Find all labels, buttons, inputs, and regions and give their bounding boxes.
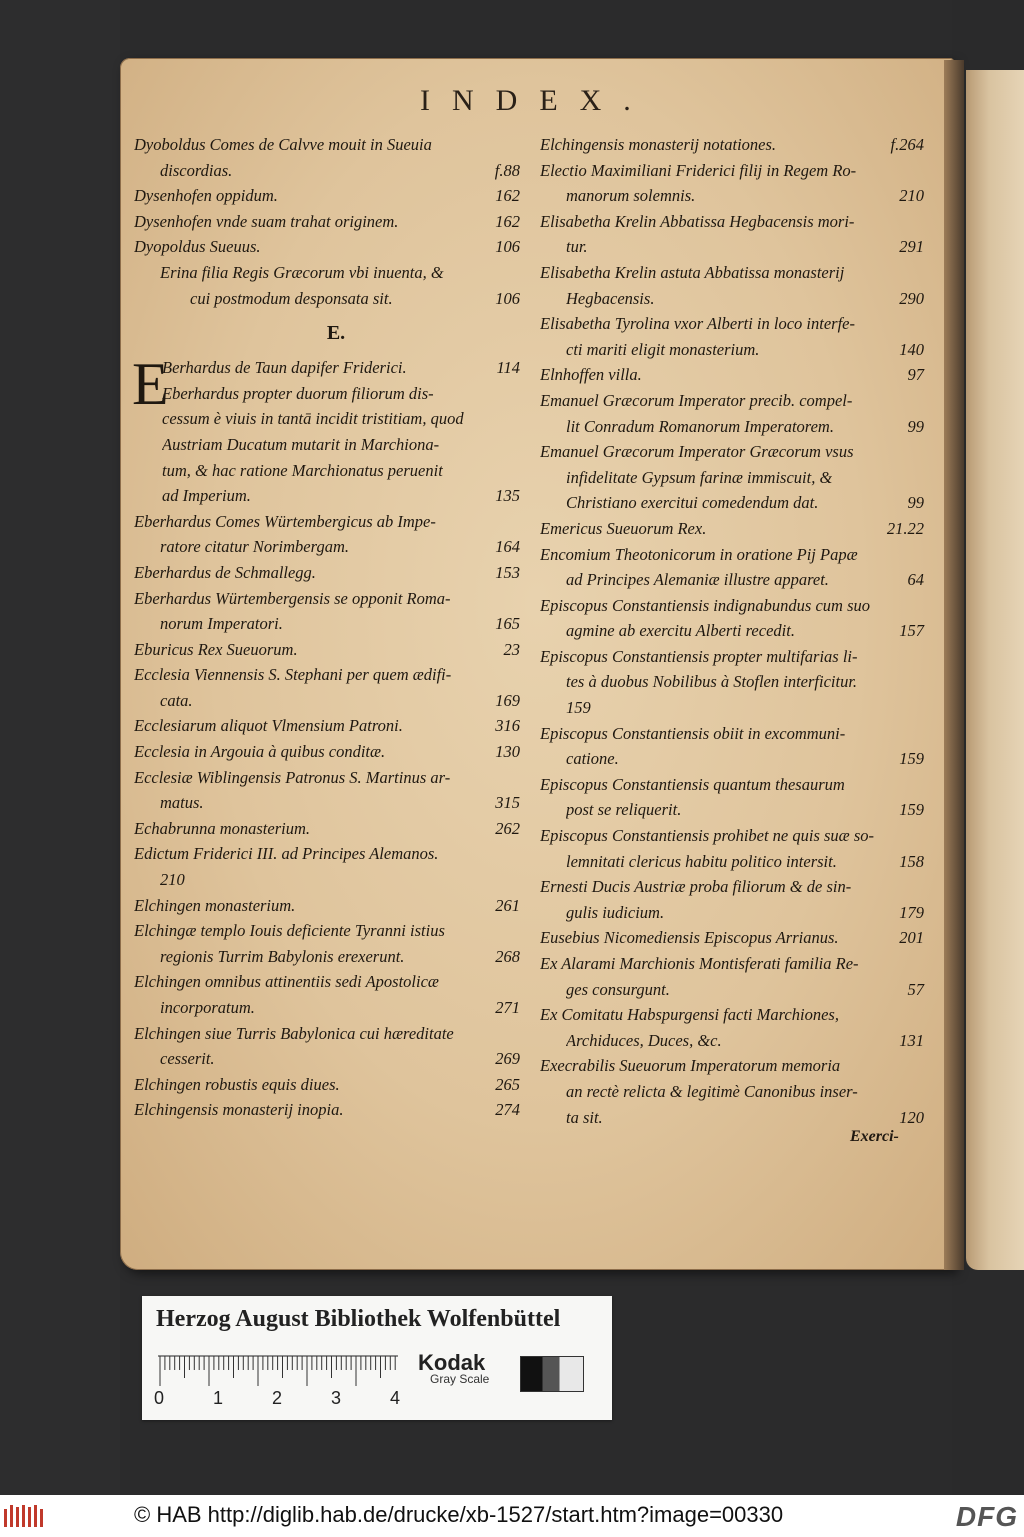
ruler-number: 0 [154,1388,165,1408]
index-entry [134,183,520,209]
entry-text: tes à duobus Nobilibus à Stoflen interficitur. [566,672,858,692]
entry-text: Berhardus de Taun dapifer Friderici. [162,358,407,378]
index-entry [540,362,924,388]
index-entry [540,132,924,158]
entry-text: Eburicus Rex Sueuorum. [134,639,298,659]
ruler-number: 4 [390,1388,401,1408]
page-reference: 261 [495,895,520,915]
entry-text: cti mariti eligit monasterium. [566,339,760,359]
entry-text: lemnitati clericus habitu politico intersit. [566,851,837,871]
index-column-left [134,132,520,1123]
page-reference: 162 [495,186,520,206]
gray-scale-label: Gray Scale [430,1372,490,1386]
entry-text: Dyopoldus Sueuus. [134,237,261,257]
page-reference: 201 [899,928,924,948]
entry-text: Elnhoffen villa. [540,365,642,385]
index-entry [134,816,520,842]
page-reference: 169 [495,690,520,710]
page-reference: 290 [899,288,924,308]
color-calibration-card [142,1296,612,1420]
page-reference: 159 [899,800,924,820]
index-entry [540,439,924,516]
index-entry [540,951,924,1002]
index-entry [134,893,520,919]
page-reference: 106 [495,288,520,308]
index-entry [134,355,520,381]
entry-text: an rectè relicta & legitimè Canonibus inser- [566,1081,858,1101]
index-entry [134,739,520,765]
entry-text: Archiduces, Duces, &c. [566,1030,722,1050]
page-reference: 274 [495,1100,520,1120]
index-heading: INDEX. [420,84,653,117]
index-entry [134,918,520,969]
page-reference: 140 [899,339,924,359]
entry-text: tur. [566,237,588,257]
index-entry [540,721,924,772]
entry-text: infidelitate Gypsum farinæ immiscuit, & [566,467,833,487]
index-entry [134,209,520,235]
page-reference: 268 [495,946,520,966]
page-reference: 64 [907,570,924,590]
entry-text: matus. [160,793,204,813]
page-reference: 21.22 [886,518,924,538]
entry-text: Dysenhofen vnde suam trahat originem. [134,211,399,231]
entry-text: Ex Alarami Marchionis Montisferati familia Re- [540,954,859,973]
entry-text: Elchingensis monasterij notationes. [540,135,777,154]
entry-text: Elchingen siue Turris Babylonica cui hæreditate [134,1023,454,1043]
page-reference: 106 [495,237,520,257]
index-entry [134,841,520,892]
entry-text: cui postmodum desponsata sit. [190,288,393,308]
page-reference: 210 [899,186,924,206]
index-entry [134,765,520,816]
entry-text: Elisabetha Tyrolina vxor Alberti in loco interfe- [540,314,855,334]
entry-text: Eusebius Nicomediensis Episcopus Arrianus. [540,928,839,948]
entry-text: ad Imperium. [162,486,251,506]
page-reference: 315 [495,793,520,813]
entry-text: Echabrunna monasterium. [134,818,310,838]
entry-text: Emanuel Græcorum Imperator precib. compel- [540,390,853,410]
index-entry [134,381,520,509]
entry-text: cata. [160,690,193,710]
index-entry [134,234,520,260]
entry-text: Execrabilis Sueuorum Imperatorum memoria [540,1056,841,1076]
entry-text: Ecclesiarum aliquot Vlmensium Patroni. [134,716,403,736]
index-entry [540,388,924,439]
page-reference: 262 [495,818,520,838]
entry-text: manorum solemnis. [566,186,696,206]
index-entry [540,1002,924,1053]
entry-text: Elchingen omnibus attinentiis sedi Apostolicæ [134,972,439,992]
entry-text: agmine ab exercitu Alberti recedit. [566,621,795,641]
entry-text: ratore citatur Norimbergam. [160,537,349,557]
entry-text: Elisabetha Krelin astuta Abbatissa monasterij [540,262,845,282]
page-gutter [944,60,964,1270]
page-reference: 114 [496,358,520,378]
hab-logo-icon [2,1503,48,1529]
entry-text: discordias. [160,160,233,180]
entry-text: incorporatum. [160,998,255,1017]
entry-text: Elisabetha Krelin Abbatissa Hegbacensis mori- [540,211,855,231]
catchword: Exerci- [850,1128,899,1145]
entry-text: post se reliquerit. [566,800,682,820]
page-reference: 164 [495,537,520,557]
library-name: Herzog August Bibliothek Wolfenbüttel [156,1306,561,1332]
entry-text: Episcopus Constantiensis propter multifarias li- [540,646,858,666]
page-reference: 265 [495,1074,520,1094]
page-reference: 130 [495,742,520,762]
entry-text: Episcopus Constantiensis prohibet ne quis suæ so- [540,826,874,846]
index-entry [134,969,520,1020]
ruler-number: 2 [272,1388,283,1408]
index-entry [540,516,924,542]
entry-text: Elchingen monasterium. [134,895,296,915]
entry-text: Ecclesia Viennensis S. Stephani per quem ædifi- [134,665,452,685]
ruler-number: 3 [331,1388,342,1408]
index-entry [540,542,924,593]
index-entry [540,925,924,951]
entry-text: Elchingensis monasterij inopia. [134,1100,344,1120]
scan-background-left [0,0,120,1495]
index-entry [134,260,520,311]
adjacent-page-edge [966,70,1024,1270]
index-entry [134,132,520,183]
drop-cap-letter: E [132,351,169,418]
entry-text: catione. [566,749,619,769]
kodak-logo: Kodak [418,1350,486,1375]
index-entry [540,593,924,644]
index-entry [540,158,924,209]
entry-text: Episcopus Constantiensis quantum thesaurum [540,774,845,794]
gray-scale-patch [520,1356,584,1392]
page-reference: 271 [495,998,520,1017]
entry-text: Dyoboldus Comes de Calvve mouit in Sueuia [134,135,432,154]
index-entry [134,662,520,713]
page-reference: 157 [899,621,924,641]
page-reference: 135 [495,486,520,506]
entry-text: lit Conradum Romanorum Imperatorem. [566,416,834,436]
index-entry [540,209,924,260]
entry-text: gulis iudicium. [566,902,665,922]
index-entry [134,586,520,637]
page-reference: 159 [899,749,924,769]
entry-text: Eberhardus Würtembergensis se opponit Roma- [134,588,451,608]
entry-text: Ecclesiæ Wiblingensis Patronus S. Martinus ar- [134,767,451,787]
source-url: © HAB http://diglib.hab.de/drucke/xb-1527/start.htm?image=00330 [134,1502,784,1527]
ruler-number: 1 [213,1388,224,1408]
index-entry [134,560,520,586]
entry-text: Austriam Ducatum mutarit in Marchiona- [162,434,440,454]
entry-text: Eberhardus Comes Würtembergicus ab Impe- [134,511,436,531]
section-letter: E. [326,322,346,345]
entry-text: norum Imperatori. [160,614,283,634]
entry-text: Erina filia Regis Græcorum vbi inuenta, & [160,262,444,282]
entry-text: 159 [566,698,591,718]
index-entry [540,823,924,874]
page-reference: f.264 [890,135,924,154]
entry-text: Elchingæ templo Iouis deficiente Tyranni istius [134,921,445,941]
entry-text: Christiano exercitui comedendum dat. [566,493,819,513]
page-reference: 99 [907,416,924,436]
index-entry [134,1021,520,1072]
entry-text: Electio Maximiliani Friderici filij in Regem Ro- [540,160,857,180]
entry-text: Edictum Friderici III. ad Principes Alemanos. [134,844,439,864]
page-reference: 131 [899,1030,924,1050]
entry-text: regionis Turrim Babylonis erexerunt. [160,946,405,966]
page-reference: 316 [495,716,520,736]
entry-text: Episcopus Constantiensis indignabundus cum suo [540,595,871,615]
index-entry [134,509,520,560]
index-entry [540,644,924,721]
page-reference: 23 [503,639,520,659]
entry-text: ad Principes Alemaniæ illustre apparet. [566,570,829,590]
page-reference: 153 [495,562,520,582]
entry-text: Eberhardus propter duorum filiorum dis- [162,383,434,403]
entry-text: 210 [160,870,185,890]
index-entry [134,1072,520,1098]
entry-text: cesserit. [160,1049,215,1069]
entry-text: cessum è viuis in tantā incidit tristitiam, quod [162,409,464,429]
page-reference: 291 [899,237,924,257]
entry-text: Emericus Sueuorum Rex. [540,518,707,538]
entry-text: Ecclesia in Argouia à quibus conditæ. [134,742,386,762]
entry-text: Hegbacensis. [566,288,655,308]
entry-text: ta sit. [566,1107,603,1127]
entry-text: Ernesti Ducis Austriæ proba filiorum & de sin- [540,877,852,897]
page-reference: 162 [495,211,520,231]
index-entry [540,311,924,362]
dfg-logo: DFG [955,1501,1018,1532]
page-reference: 165 [495,614,520,634]
entry-text: Eberhardus de Schmallegg. [134,562,316,582]
index-entry [540,772,924,823]
ruler-scale [158,1354,398,1388]
index-entry [134,1097,520,1123]
page-reference: 120 [899,1107,924,1127]
entry-text: Encomium Theotonicorum in oratione Pij Papæ [540,544,858,564]
page-reference: 57 [907,979,924,999]
entry-text: Emanuel Græcorum Imperator Græcorum vsus [540,442,854,462]
page-reference: 97 [907,365,924,385]
entry-text: Elchingen robustis equis diues. [134,1074,340,1094]
entry-text: tum, & hac ratione Marchionatus peruenit [162,460,443,480]
index-column-right [540,132,924,1130]
index-entry [134,713,520,739]
entry-text: Episcopus Constantiensis obiit in excommuni- [540,723,846,743]
page-reference: 179 [899,902,924,922]
index-entry [540,874,924,925]
ruler-numbers [154,1388,414,1410]
index-entry [134,637,520,663]
entry-text: Dysenhofen oppidum. [134,186,278,206]
page-reference: 158 [899,851,924,871]
page-reference: 99 [907,493,924,513]
page-reference: f.88 [494,160,520,180]
page-reference: 269 [495,1049,520,1069]
footer-bar [0,1495,1024,1537]
index-entry [540,1053,924,1130]
entry-text: ges consurgunt. [566,979,670,999]
entry-text: Ex Comitatu Habspurgensi facti Marchiones, [540,1005,839,1025]
index-entry [540,260,924,311]
